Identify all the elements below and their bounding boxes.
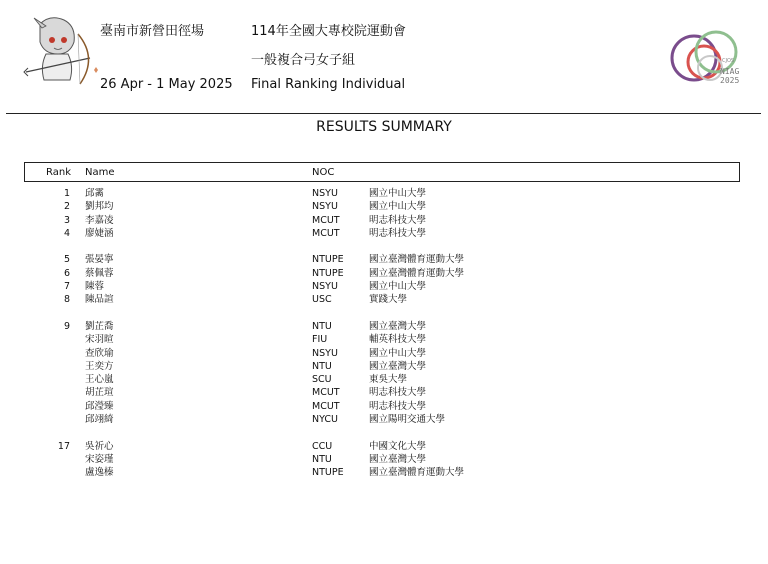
school-cell: 輔英科技大學 [369,334,427,346]
school-cell: 明志科技大學 [369,387,427,399]
school-cell: 國立臺灣體育運動大學 [369,267,465,279]
table-row [0,227,768,240]
noc-cell: NSYU [312,188,338,199]
name-cell: 宋姿瑾 [85,453,114,465]
event-dates: 26 Apr - 1 May 2025 [100,77,233,92]
venue-name: 臺南市新營田徑場 [100,24,205,39]
school-cell: 國立臺灣大學 [369,320,427,332]
noc-cell: NTU [312,453,332,465]
table-row [0,440,768,453]
logo-name-text: NIAG [720,67,740,76]
noc-cell: NTU [312,360,332,372]
name-cell: 盧逸榛 [85,467,114,479]
table-row [0,400,768,413]
rank-cell: 2 [63,201,70,213]
rank-cell: 8 [63,294,70,306]
column-header-name: Name [85,167,115,178]
table-row [0,453,768,466]
name-cell: 劉邦均 [85,201,114,213]
noc-cell: MCUT [312,227,340,239]
name-cell: 查欣瑜 [85,347,114,359]
school-cell: 國立臺灣體育運動大學 [369,467,465,479]
school-cell: 國立臺灣體育運動大學 [369,254,465,266]
name-cell: 陳蓉 [85,281,105,293]
rank-cell: 17 [57,440,70,452]
rank-cell: 4 [63,227,70,239]
school-cell: 中國文化大學 [369,440,427,452]
table-row [0,267,768,280]
name-cell: 王奕方 [85,360,114,372]
table-row [0,214,768,227]
noc-cell: NTUPE [312,467,344,479]
results-table [0,187,768,480]
noc-cell: NTUPE [312,254,344,266]
name-cell: 胡芷瑄 [85,387,114,399]
name-cell: 邱翊綺 [85,414,114,426]
table-row [0,200,768,213]
rank-cell: 6 [63,267,70,279]
table-row [0,413,768,426]
noc-cell: FIU [312,334,328,346]
table-row [0,466,768,479]
school-cell: 明志科技大學 [369,400,427,412]
table-row [0,293,768,306]
rank-cell: 9 [63,320,70,332]
noc-cell: NTU [312,320,332,332]
noc-cell: MCUT [312,400,340,412]
school-cell: 國立中山大學 [369,281,427,293]
table-row [0,373,768,386]
school-cell: 國立中山大學 [369,201,427,213]
column-header-rank: Rank [46,167,71,178]
noc-cell: MCUT [312,387,340,399]
name-cell: 邱瀅臻 [85,400,114,412]
noc-cell: USC [312,294,332,306]
table-row [0,280,768,293]
school-cell: 國立陽明交通大學 [369,414,446,426]
school-cell: 國立臺灣大學 [369,360,427,372]
name-cell: 陳品諠 [85,294,114,306]
noc-cell: NSYU [312,281,338,293]
school-cell: 東吳大學 [369,374,408,386]
school-cell: 國立臺灣大學 [369,453,427,465]
event-title: 114年全國大專校院運動會 [251,24,406,39]
report-type: Final Ranking Individual [251,77,406,92]
rank-cell: 7 [63,281,70,293]
mascot-archer-icon [20,14,102,96]
table-row [0,386,768,399]
noc-cell: SCU [312,374,332,386]
name-cell: 王心嵐 [85,374,114,386]
event-category: 一般複合弓女子組 [251,53,356,68]
noc-cell: NSYU [312,201,338,213]
noc-cell: CCU [312,440,333,452]
school-cell: 國立中山大學 [369,188,427,199]
name-cell: 蔡佩蓉 [85,267,114,279]
table-row [0,360,768,373]
rank-cell: 3 [63,214,70,226]
name-cell: 李嘉凌 [85,214,114,226]
name-cell: 宋羽暄 [85,334,114,346]
column-header-noc: NOC [312,167,335,178]
table-header [24,162,740,182]
name-cell: 廖婕涵 [85,227,114,239]
name-cell: 吳祈心 [85,440,114,452]
name-cell: 劉芷喬 [85,320,114,332]
table-row [0,347,768,360]
noc-cell: NYCU [312,414,338,426]
noc-cell: MCUT [312,214,340,226]
header-divider [6,113,761,114]
table-row [0,320,768,333]
noc-cell: NSYU [312,347,338,359]
school-cell: 國立中山大學 [369,347,427,359]
table-row [0,333,768,346]
school-cell: 實踐大學 [369,294,408,306]
school-cell: 明志科技大學 [369,227,427,239]
logo-small-text: CJOS [722,58,735,64]
name-cell: 邱霱 [85,188,105,199]
table-row [0,187,768,200]
school-cell: 明志科技大學 [369,214,427,226]
logo-year-text: 2025 [720,76,740,85]
niag-logo-icon [666,22,746,92]
rank-cell: 5 [63,254,70,266]
noc-cell: NTUPE [312,267,344,279]
table-row [0,253,768,266]
results-summary-title: RESULTS SUMMARY [316,119,452,135]
name-cell: 張晏寧 [85,254,114,266]
rank-cell: 1 [63,188,70,199]
